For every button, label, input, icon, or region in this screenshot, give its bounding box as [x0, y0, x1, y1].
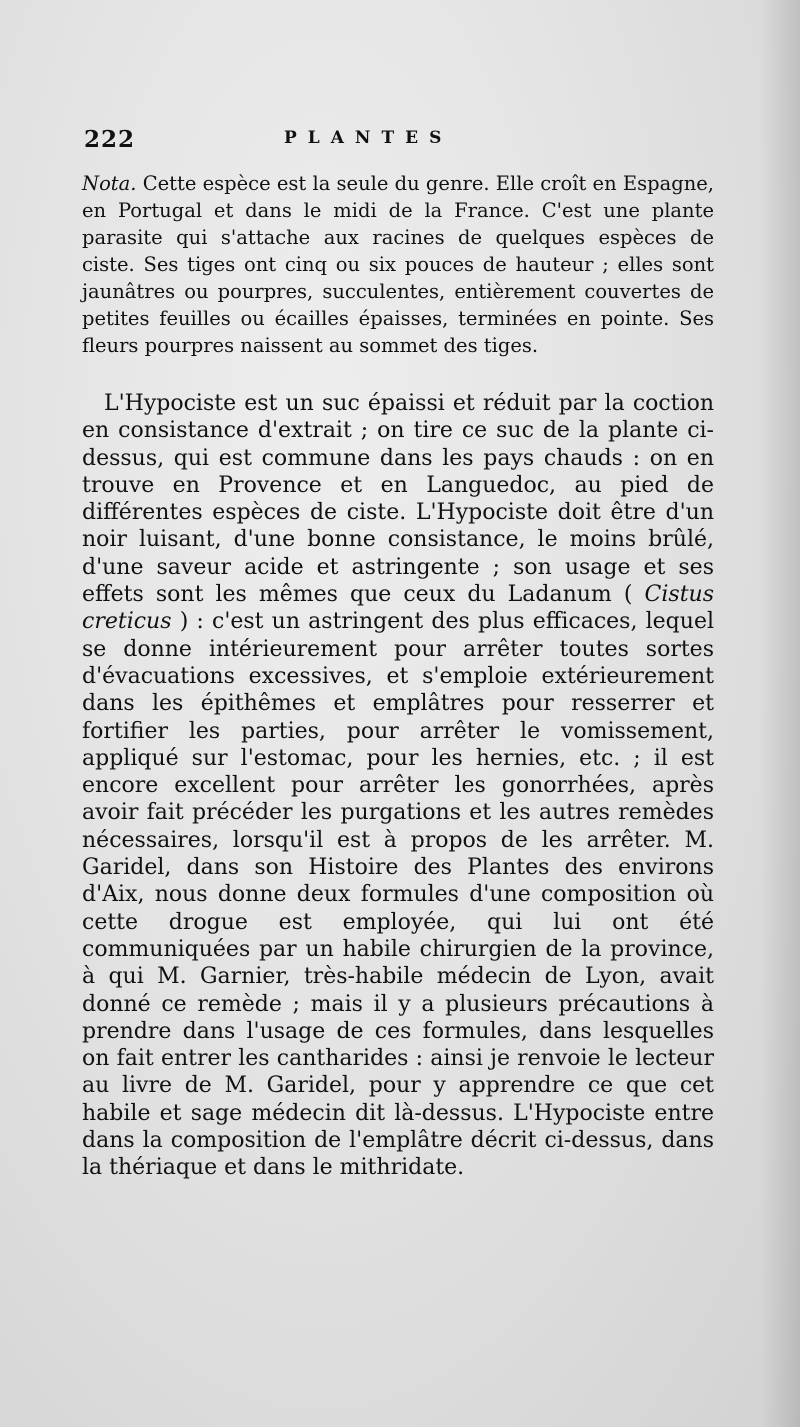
- hypociste-paragraph: [82, 390, 714, 1182]
- main-text-part-2: ) : c'est un astringent des plus efficaces, lequel se donne intérieurement pour arrêter toutes sortes d'évacuations excessives, et s'emploie extérieurement dans les épithêmes et emplâtres pour resserrer et fortifier les parties, pour arrêter le vomissement, appliqué sur l'estomac, pour les hernies, etc. ; il est encore excellent pour arrêter les gonorrhées, après avoir fait précéder les purgations et les autres remèdes nécessaires, lorsqu'il est à propos de les arrêter. M. Garidel, dans son Histoire des Plantes des environs d'Aix, nous donne deux formules d'une composition où cette drogue est employée, qui lui ont été communiquées par un habile chirurgien de la province, à qui M. Garnier, très-habile médecin de Lyon, avait donné ce remède ; mais il y a plusieurs précautions à prendre dans l'usage de ces formules, dans lesquelles on fait entrer les cantharides : ainsi je renvoie le lecteur au livre de M. Garidel, pour y apprendre ce que cet habile et sage médecin dit là-dessus. L'Hypociste entre dans la composition de l'emplâtre décrit ci-dessus, dans la thériaque et dans le mithridate.: [82, 609, 714, 1181]
- nota-paragraph: [82, 170, 714, 359]
- page-edge-shadow: [760, 0, 800, 1427]
- running-title: PLANTES: [284, 128, 453, 148]
- page-number: 222: [84, 126, 136, 153]
- latin-name: Cistus creticus: [82, 582, 714, 635]
- nota-text: Cette espèce est la seule du genre. Elle croît en Espagne, en Portugal et dans le midi de la France. C'est une plante parasite qui s'attache aux racines de quelques espèces de ciste. Ses tiges ont cinq ou six pouces de hauteur ; elles sont jaunâtres ou pourpres, succulentes, entièrement couvertes de petites feuilles ou écailles épaisses, terminées en pointe. Ses fleurs pourpres naissent au sommet des tiges.: [82, 172, 714, 357]
- main-text-part-1: L'Hypociste est un suc épaissi et réduit par la coction en consistance d'extrait ; on tire ce suc de la plante ci-dessus, qui est commune dans les pays chauds : on en trouve en Provence et en Languedoc, au pied de différentes espèces de ciste. L'Hypociste doit être d'un noir luisant, d'une bonne consistance, le moins brûlé, d'une saveur acide et astringente ; son usage et ses effets sont les mêmes que ceux du Ladanum (: [82, 391, 714, 608]
- running-head: [84, 126, 724, 156]
- nota-label: Nota.: [82, 172, 137, 195]
